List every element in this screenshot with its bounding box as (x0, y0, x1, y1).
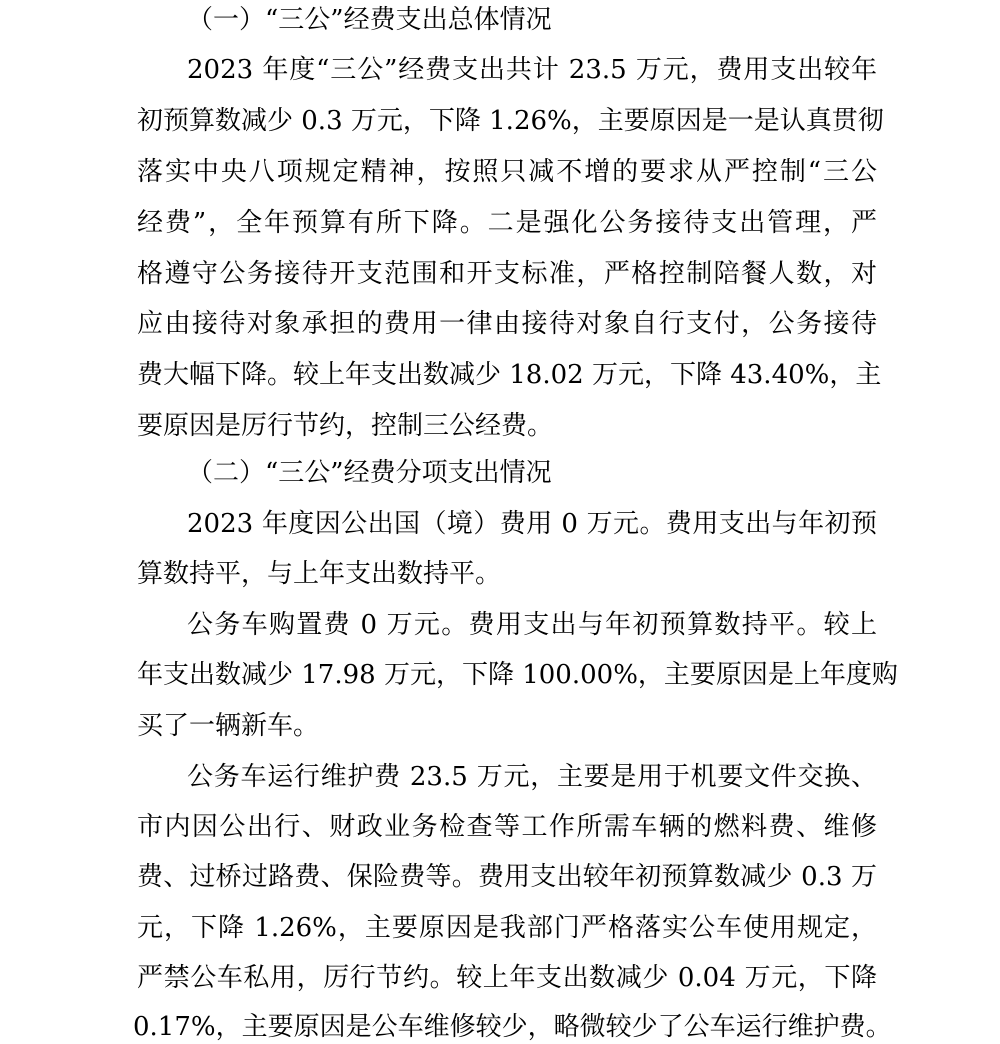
paragraph-line: 2023 年度“三公”经费支出共计 23.5 万元，费用支出较年 (187, 55, 877, 85)
section-heading-itemized: （二）“三公”经费分项支出情况 (187, 458, 552, 488)
paragraph-line: 要原因是厉行节约，控制三公经费。 (137, 411, 554, 441)
paragraph-line: 落实中央八项规定精神，按照只减不增的要求从严控制“三公 (137, 157, 877, 187)
paragraph-line: 应由接待对象承担的费用一律由接待对象自行支付，公务接待 (137, 309, 877, 339)
paragraph-line: 格遵守公务接待开支范围和开支标准，严格控制陪餐人数，对 (137, 259, 877, 289)
section-heading-overall: （一）“三公”经费支出总体情况 (187, 5, 552, 35)
paragraph-line: 严禁公车私用，厉行节约。较上年支出数减少 0.04 万元，下降 (137, 963, 877, 993)
paragraph-line: 市内因公出行、财政业务检查等工作所需车辆的燃料费、维修 (137, 812, 877, 842)
paragraph-line: 算数持平，与上年支出数持平。 (137, 559, 502, 589)
paragraph-line: 2023 年度因公出国（境）费用 0 万元。费用支出与年初预 (187, 509, 877, 539)
paragraph-line: 买了一辆新车。 (137, 711, 320, 741)
paragraph-line: 0.17%，主要原因是公车维修较少，略微较少了公车运行维护费。 (133, 1012, 892, 1042)
paragraph-line: 费大幅下降。较上年支出数减少 18.02 万元，下降 43.40%，主 (137, 360, 882, 390)
paragraph-line: 费、过桥过路费、保险费等。费用支出较年初预算数减少 0.3 万 (137, 862, 877, 892)
paragraph-line: 公务车运行维护费 23.5 万元，主要是用于机要文件交换、 (187, 762, 877, 792)
paragraph-line: 年支出数减少 17.98 万元，下降 100.00%，主要原因是上年度购 (137, 660, 898, 690)
paragraph-line: 公务车购置费 0 万元。费用支出与年初预算数持平。较上 (187, 610, 877, 640)
paragraph-line: 初预算数减少 0.3 万元，下降 1.26%，主要原因是一是认真贯彻 (137, 106, 884, 136)
paragraph-line: 元，下降 1.26%，主要原因是我部门严格落实公车使用规定， (137, 913, 877, 943)
paragraph-line: 经费”，全年预算有所下降。二是强化公务接待支出管理，严 (137, 208, 877, 238)
